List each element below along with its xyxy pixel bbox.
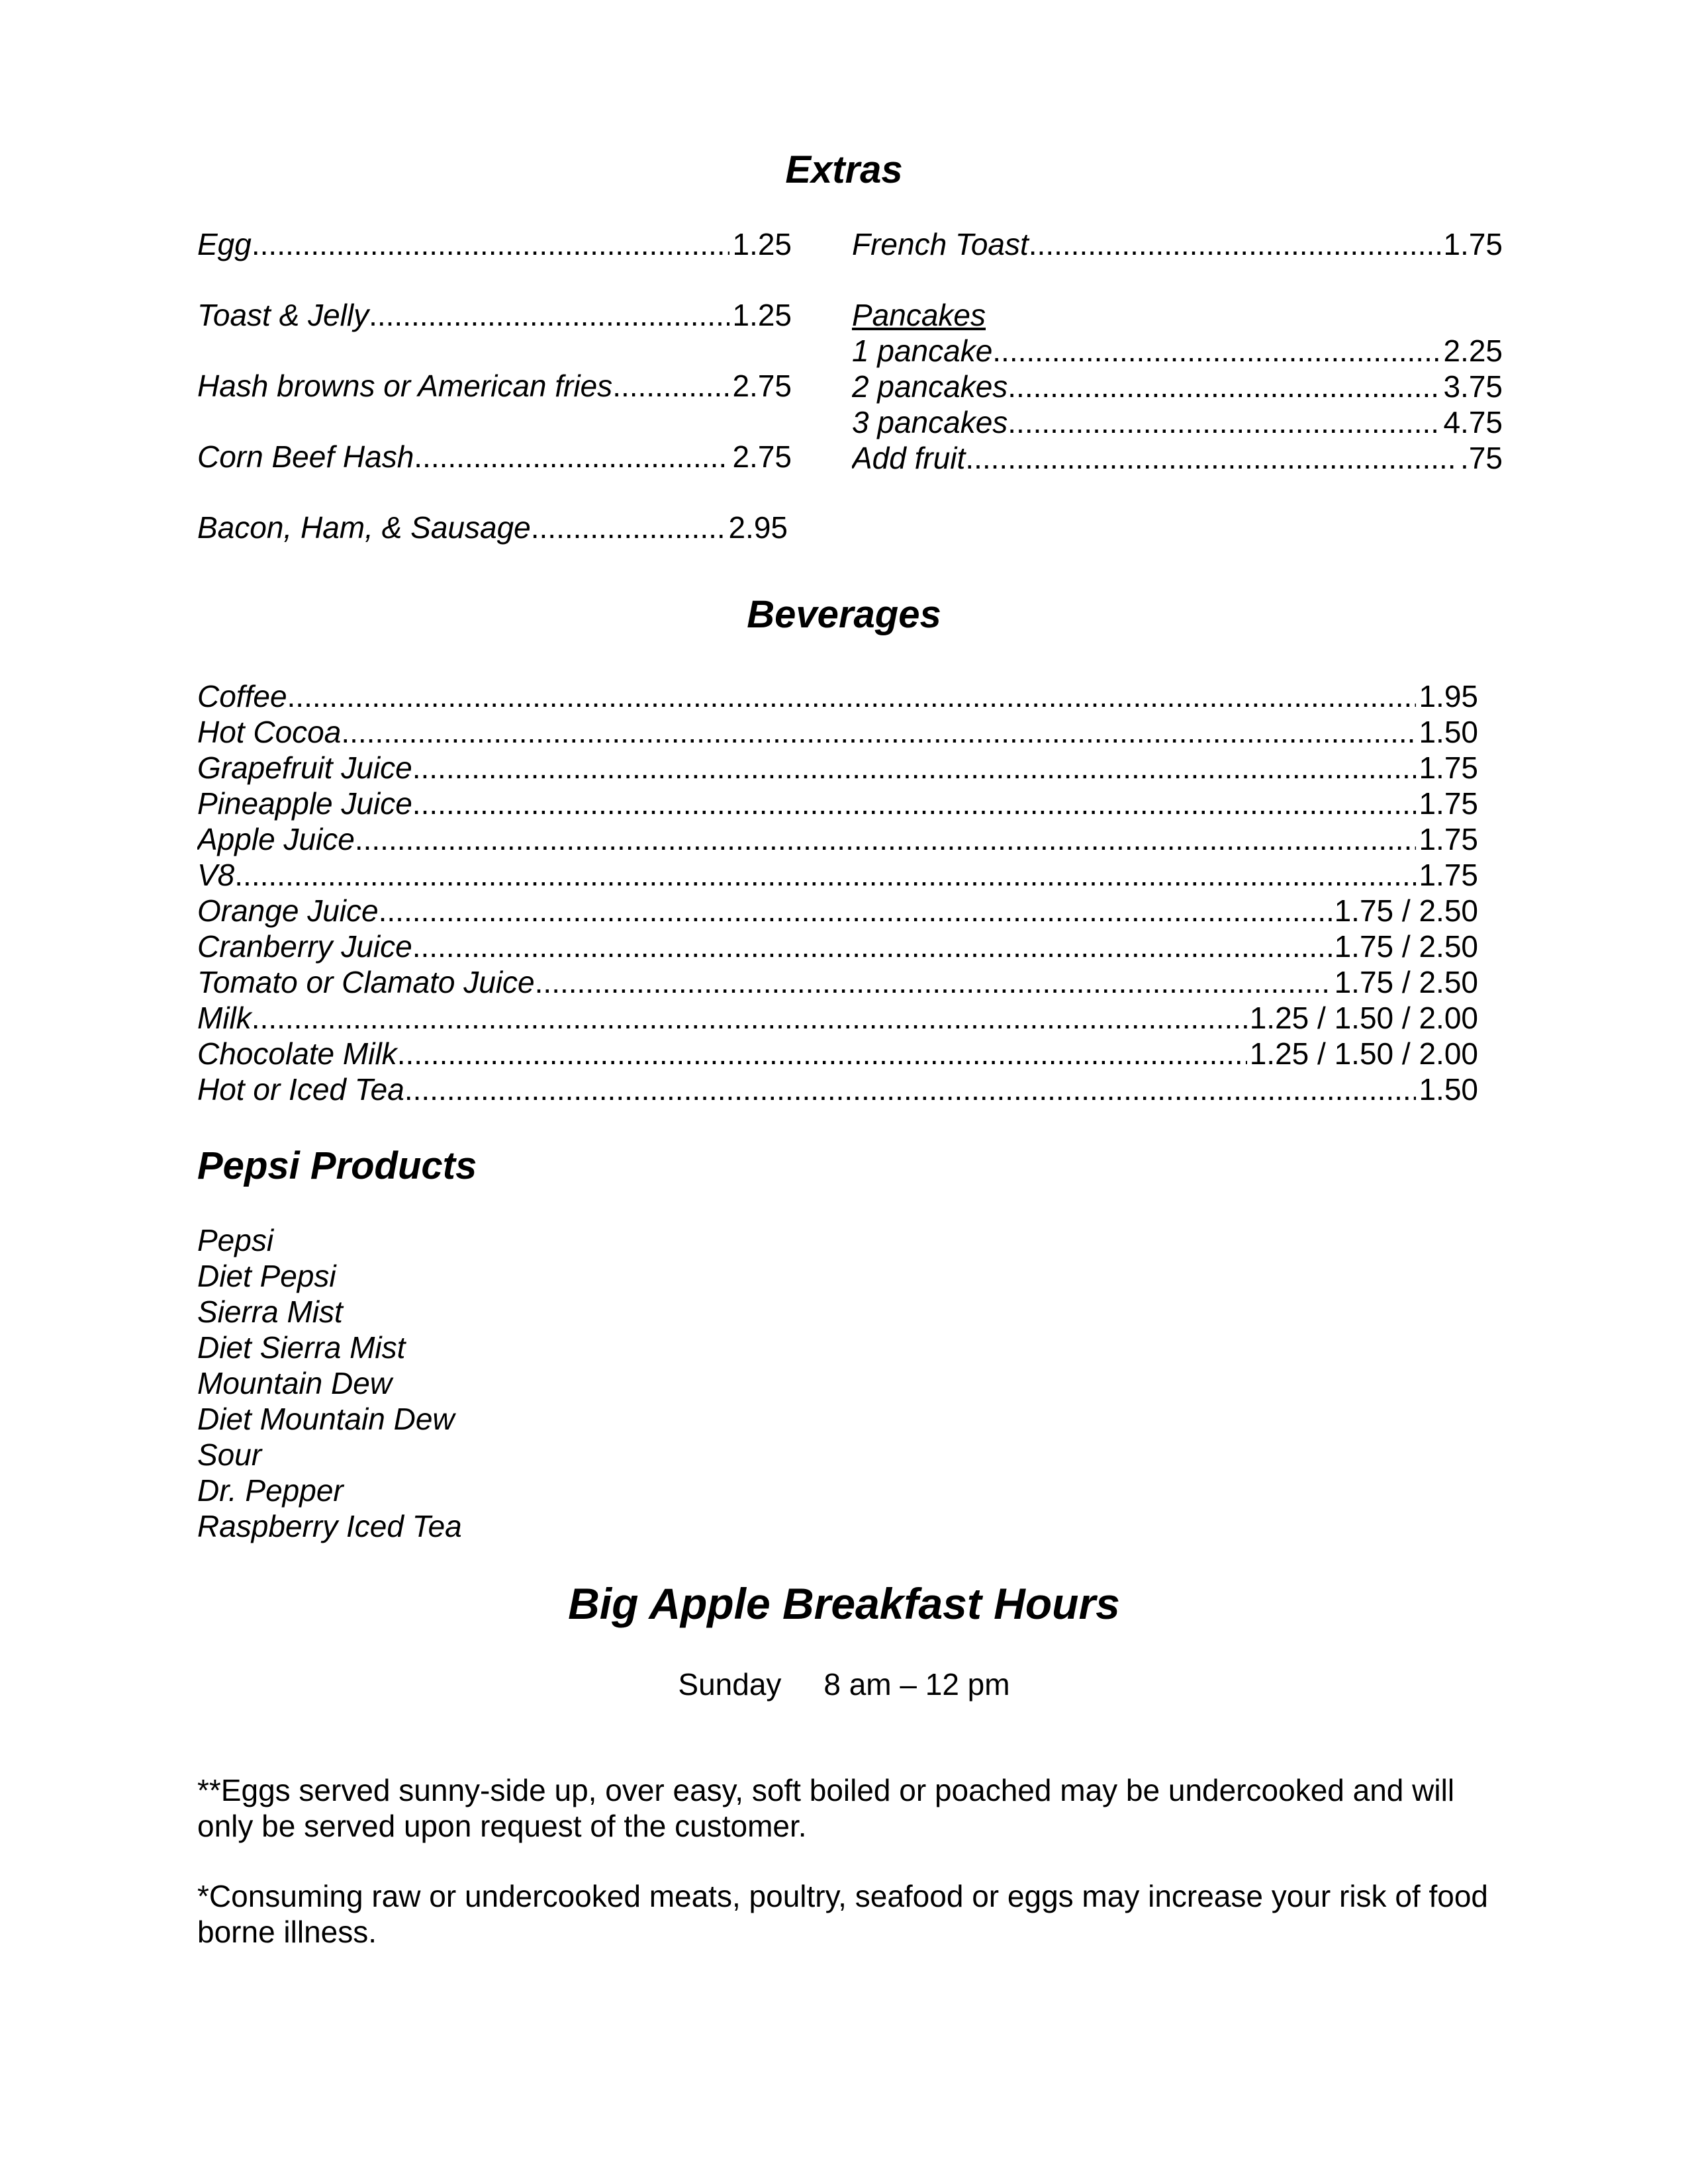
leader-dots <box>252 1000 1247 1036</box>
beverage-coffee <box>197 678 1478 714</box>
item-price: 1.75 <box>1419 786 1478 821</box>
menu-item-1-pancake <box>852 333 1503 369</box>
pepsi-item: Raspberry Iced Tea <box>197 1509 462 1543</box>
leader-dots <box>397 1036 1247 1071</box>
pepsi-item: Dr. Pepper <box>197 1473 344 1508</box>
item-price: 1.50 <box>1419 1072 1478 1107</box>
consumption-warning: *Consuming raw or undercooked meats, poultry, seafood or eggs may increase your risk of food borne illness. <box>197 1879 1489 1949</box>
item-name: Hot Cocoa <box>197 715 342 749</box>
item-price: 1.75 / 2.50 <box>1334 929 1478 964</box>
pepsi-item: Sierra Mist <box>197 1295 343 1329</box>
leader-dots <box>379 893 1332 929</box>
item-price: 1.25 / 1.50 / 2.00 <box>1249 1036 1478 1071</box>
leader-dots <box>341 714 1416 750</box>
item-name: Tomato or Clamato Juice <box>197 965 535 999</box>
item-name: Orange Juice <box>197 893 379 928</box>
menu-item-3-pancakes <box>852 404 1503 440</box>
menu-item-egg <box>197 226 792 262</box>
leader-dots <box>287 678 1417 714</box>
item-name: Toast & Jelly <box>197 298 369 332</box>
leader-dots <box>1008 404 1440 440</box>
leader-dots <box>612 368 729 404</box>
menu-item-bacon-ham-sausage <box>197 510 788 545</box>
item-name: Hash browns or American fries <box>197 369 613 403</box>
item-price: 1.25 <box>732 227 792 261</box>
item-price: 2.25 <box>1443 334 1503 368</box>
item-name: Grapefruit Juice <box>197 751 412 785</box>
item-price: .75 <box>1460 441 1503 475</box>
pepsi-item: Diet Sierra Mist <box>197 1330 406 1365</box>
item-price: 2.75 <box>732 369 792 403</box>
menu-item-corn-beef-hash <box>197 439 792 475</box>
extras-heading: Extras <box>785 148 903 191</box>
menu-item-toast-jelly <box>197 297 792 333</box>
item-name: 3 pancakes <box>852 405 1008 439</box>
item-price: 1.25 / 1.50 / 2.00 <box>1249 1001 1478 1035</box>
item-price: 4.75 <box>1443 405 1503 439</box>
item-name: Bacon, Ham, & Sausage <box>197 510 531 545</box>
hours-heading: Big Apple Breakfast Hours <box>568 1579 1120 1628</box>
leader-dots <box>412 786 1417 821</box>
leader-dots <box>531 510 726 545</box>
item-price: 3.75 <box>1443 369 1503 404</box>
pepsi-products-heading: Pepsi Products <box>197 1144 477 1187</box>
beverage-tomato-clamato-juice <box>197 964 1478 1000</box>
pancakes-subheading: Pancakes <box>852 298 986 332</box>
pepsi-item: Diet Mountain Dew <box>197 1402 455 1436</box>
hours-time: 8 am – 12 pm <box>823 1667 1010 1702</box>
beverage-pineapple-juice <box>197 786 1478 821</box>
item-name: Pineapple Juice <box>197 786 412 821</box>
pepsi-item: Mountain Dew <box>197 1366 393 1400</box>
item-name: Egg <box>197 227 252 261</box>
leader-dots <box>965 440 1458 476</box>
leader-dots <box>369 297 729 333</box>
leader-dots <box>412 929 1332 964</box>
item-name: V8 <box>197 858 235 892</box>
hours-spacer <box>781 1667 823 1702</box>
item-name: Corn Beef Hash <box>197 439 414 474</box>
beverage-hot-iced-tea <box>197 1071 1478 1107</box>
beverage-grapefruit-juice <box>197 750 1478 786</box>
item-name: 2 pancakes <box>852 369 1008 404</box>
item-price: 1.75 <box>1419 751 1478 785</box>
item-name: Coffee <box>197 679 287 713</box>
item-name: Milk <box>197 1001 252 1035</box>
beverage-orange-juice <box>197 893 1478 929</box>
item-price: 1.50 <box>1419 715 1478 749</box>
item-name: 1 pancake <box>852 334 993 368</box>
pepsi-item: Diet Pepsi <box>197 1259 336 1293</box>
pepsi-item: Pepsi <box>197 1223 274 1257</box>
leader-dots <box>414 439 729 475</box>
menu-item-french-toast <box>852 226 1503 262</box>
menu-item-hash-browns <box>197 368 792 404</box>
item-name: Cranberry Juice <box>197 929 412 964</box>
item-name: Add fruit <box>852 441 966 475</box>
leader-dots <box>234 857 1416 893</box>
item-price: 1.75 <box>1443 227 1503 261</box>
item-price: 2.75 <box>732 439 792 474</box>
eggs-notice: **Eggs served sunny-side up, over easy, soft boiled or poached may be undercooked and will only be served upon request of the customer. <box>197 1773 1455 1843</box>
pepsi-item: Sour <box>197 1437 262 1472</box>
item-price: 1.75 / 2.50 <box>1334 965 1478 999</box>
leader-dots <box>535 964 1332 1000</box>
leader-dots <box>252 226 730 262</box>
leader-dots <box>992 333 1440 369</box>
beverages-heading: Beverages <box>747 593 941 636</box>
item-price: 1.75 <box>1419 822 1478 856</box>
beverage-milk <box>197 1000 1478 1036</box>
item-name: Chocolate Milk <box>197 1036 397 1071</box>
hours-day: Sunday <box>678 1667 782 1702</box>
beverage-v8 <box>197 857 1478 893</box>
beverage-chocolate-milk <box>197 1036 1478 1071</box>
item-name: Apple Juice <box>197 822 355 856</box>
hours-line <box>0 1666 1688 1702</box>
item-price: 1.75 <box>1419 858 1478 892</box>
leader-dots <box>355 821 1417 857</box>
item-price: 1.25 <box>732 298 792 332</box>
beverage-cranberry-juice <box>197 929 1478 964</box>
item-name: French Toast <box>852 227 1029 261</box>
leader-dots <box>412 750 1417 786</box>
leader-dots <box>404 1071 1417 1107</box>
beverage-hot-cocoa <box>197 714 1478 750</box>
item-price: 1.75 / 2.50 <box>1334 893 1478 928</box>
leader-dots <box>1008 369 1440 404</box>
menu-item-2-pancakes <box>852 369 1503 404</box>
item-price: 2.95 <box>728 510 788 545</box>
leader-dots <box>1029 226 1441 262</box>
item-name: Hot or Iced Tea <box>197 1072 404 1107</box>
menu-item-add-fruit <box>852 440 1503 476</box>
item-price: 1.95 <box>1419 679 1478 713</box>
beverage-apple-juice <box>197 821 1478 857</box>
